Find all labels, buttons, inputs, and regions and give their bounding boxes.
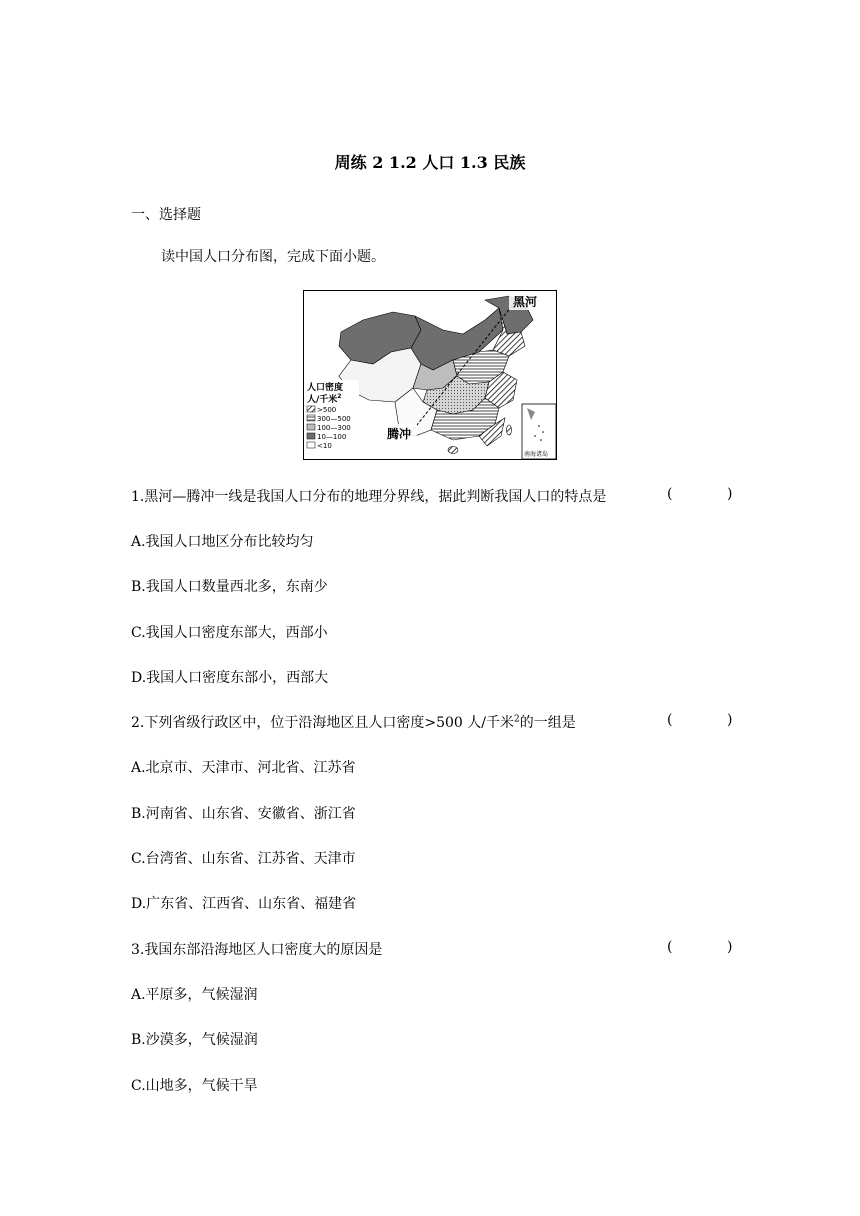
paren-close: ) <box>727 486 733 502</box>
question-2-option-a: A.北京市、天津市、河北省、江苏省 <box>131 760 356 776</box>
svg-text:人/千米2 <box>307 393 341 405</box>
paren-open: ( <box>667 712 673 728</box>
paren-open: ( <box>667 939 673 955</box>
page-title: 周练 2 1.2 人口 1.3 民族 <box>334 153 526 172</box>
south-sea-inset <box>522 404 556 459</box>
paren-open: ( <box>667 486 673 502</box>
question-1-option-c: C.我国人口密度东部大，西部小 <box>131 625 328 641</box>
question-3-option-b: B.沙漠多，气候湿润 <box>131 1032 258 1048</box>
intro-text: 读中国人口分布图，完成下面小题。 <box>161 249 385 265</box>
population-map <box>303 290 557 460</box>
question-2-option-b: B.河南省、山东省、安徽省、浙江省 <box>131 806 356 822</box>
legend-unit-sup: 2 <box>337 393 342 400</box>
legend-item: 300—500 <box>317 415 351 423</box>
legend-item: <10 <box>317 442 332 450</box>
question-3-option-c: C.山地多，气候干旱 <box>131 1078 258 1094</box>
legend-item: >500 <box>317 406 337 414</box>
question-2-stem-post: 的一组是 <box>519 715 576 731</box>
question-1-option-b: B.我国人口数量西北多，东南少 <box>131 579 328 595</box>
question-2-stem-pre: 2.下列省级行政区中，位于沿海地区且人口密度>500 人/千米 <box>131 715 514 731</box>
map-legend <box>305 380 359 456</box>
question-2-stem <box>131 712 576 732</box>
paren-close: ) <box>727 712 733 728</box>
legend-item: 10—100 <box>317 433 347 441</box>
question-1-stem: 1.黑河—腾冲一线是我国人口分布的地理分界线，据此判断我国人口的特点是 <box>131 489 607 505</box>
legend-item: 100—300 <box>317 424 351 432</box>
map-label-tengchong: 腾冲 <box>387 427 412 441</box>
section-heading: 一、选择题 <box>131 207 201 223</box>
question-2-option-d: D.广东省、江西省、山东省、福建省 <box>131 896 357 912</box>
question-1-option-d: D.我国人口密度东部小，西部大 <box>131 670 329 686</box>
inset-label: 南海诸岛 <box>524 451 549 458</box>
legend-unit: 人/千米 <box>307 395 338 405</box>
legend-title: 人口密度 <box>307 383 344 393</box>
map-label-heihe: 黑河 <box>513 295 538 309</box>
question-3-option-a: A.平原多，气候湿润 <box>131 987 258 1003</box>
question-3-stem: 3.我国东部沿海地区人口密度大的原因是 <box>131 942 383 958</box>
paren-close: ) <box>727 939 733 955</box>
question-2-option-c: C.台湾省、山东省、江苏省、天津市 <box>131 851 356 867</box>
question-2-stem-sup: 2 <box>513 714 520 725</box>
question-1-option-a: A.我国人口地区分布比较均匀 <box>131 534 314 550</box>
